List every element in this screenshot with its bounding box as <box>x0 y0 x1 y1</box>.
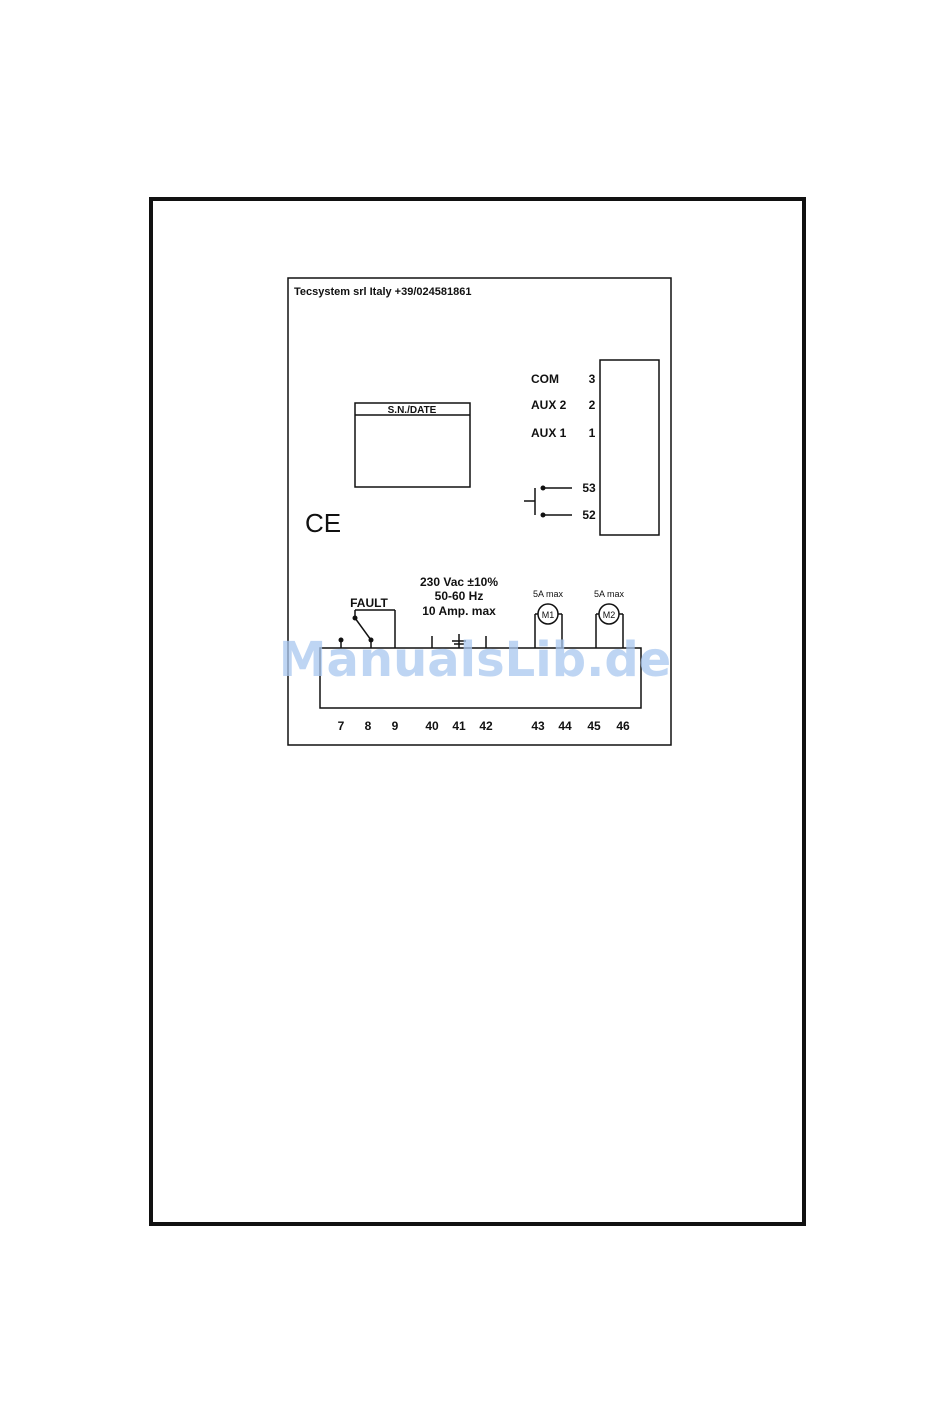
terminal-number-45: 45 <box>587 719 601 733</box>
terminal-numbers <box>338 719 630 733</box>
ce-mark: CE <box>305 508 342 538</box>
terminal-number-42: 42 <box>479 719 493 733</box>
terminal-number-46: 46 <box>616 719 630 733</box>
aux-label-aux2: AUX 2 <box>531 398 567 412</box>
power-voltage: 230 Vac ±10% <box>420 575 498 589</box>
aux-number-1: 1 <box>588 426 596 440</box>
motor-m2-name: M2 <box>602 610 616 620</box>
fault-label: FAULT <box>350 596 388 610</box>
aux-label-com: COM <box>531 372 559 386</box>
contact-number-52: 52 <box>582 508 596 522</box>
manufacturer-text: Tecsystem srl Italy +39/024581861 <box>294 286 472 298</box>
watermark-text: ManualsLib.de <box>278 632 672 688</box>
aux-terminal-block <box>600 360 659 535</box>
motor-m1-name: M1 <box>541 610 555 620</box>
contact-symbol <box>524 486 572 518</box>
power-frequency: 50-60 Hz <box>434 589 484 603</box>
serial-date-box <box>355 403 470 487</box>
terminal-number-41: 41 <box>452 719 466 733</box>
power-current: 10 Amp. max <box>422 604 496 618</box>
motor-m2-rating: 5A max <box>593 589 625 599</box>
terminal-number-44: 44 <box>558 719 572 733</box>
motor-m1-rating: 5A max <box>532 589 564 599</box>
aux-label-aux1: AUX 1 <box>531 426 567 440</box>
aux-number-2: 2 <box>588 398 596 412</box>
terminal-number-9: 9 <box>391 719 399 733</box>
terminal-number-40: 40 <box>425 719 439 733</box>
aux-number-3: 3 <box>588 372 596 386</box>
serial-date-label: S.N./DATE <box>387 405 437 416</box>
terminal-number-8: 8 <box>364 719 372 733</box>
terminal-number-7: 7 <box>337 719 345 733</box>
contact-number-53: 53 <box>582 481 596 495</box>
terminal-number-43: 43 <box>531 719 545 733</box>
